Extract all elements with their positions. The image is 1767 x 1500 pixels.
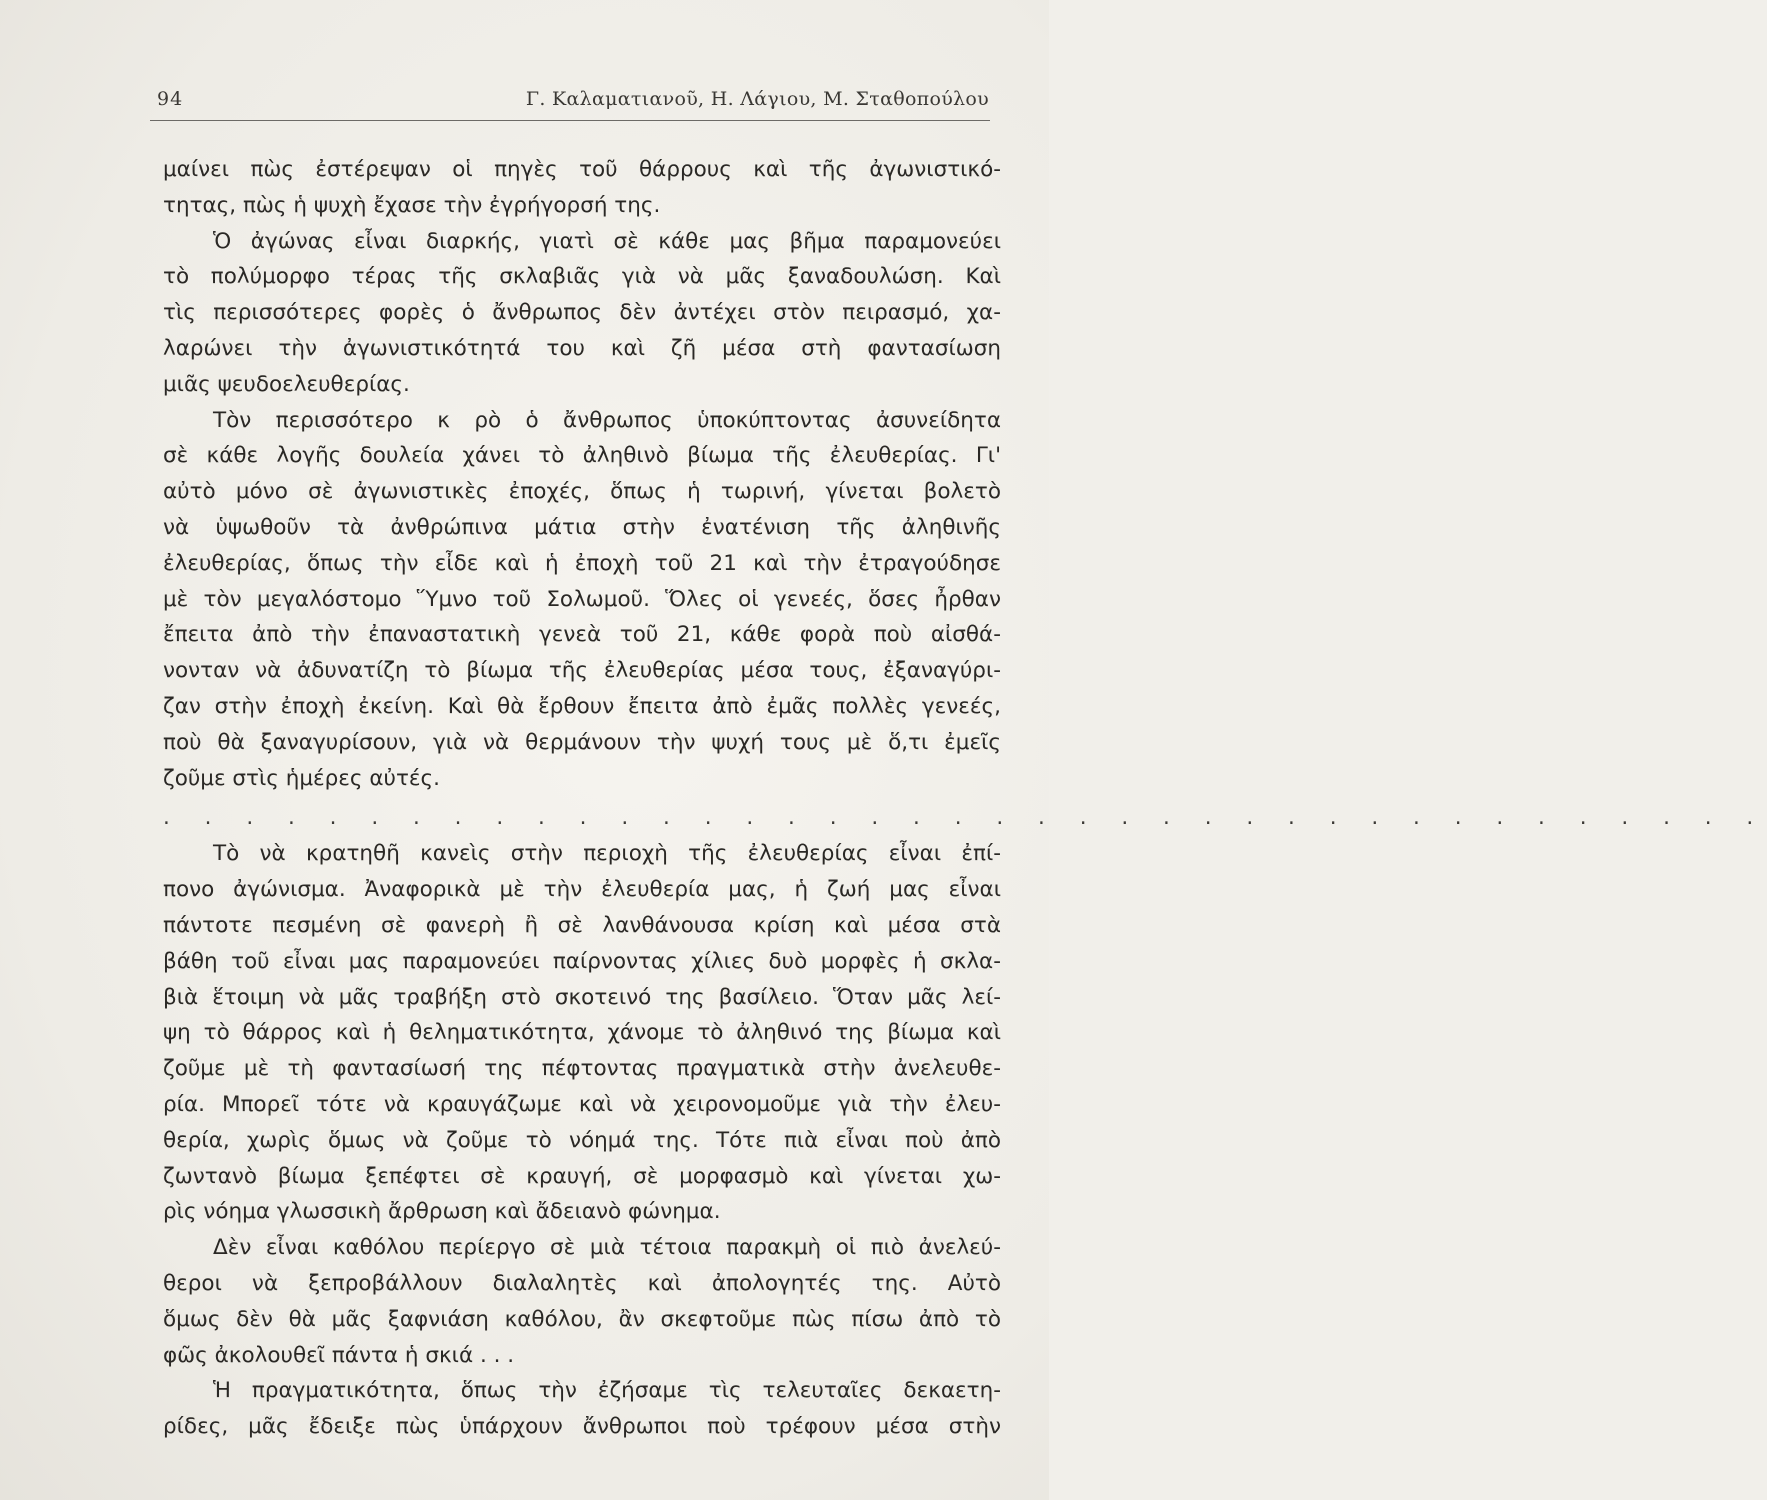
text-line: τητας, πὼς ἡ ψυχὴ ἔχασε τὴν ἐγρήγορσή της.	[163, 192, 661, 218]
text-line: νὰ ὑψωθοῦν τὰ ἀνθρώπινα μάτια στὴν ἐνατένιση τῆς ἀληθινῆς	[163, 514, 1001, 540]
text-line: Τὸ νὰ κρατηθῆ κανεὶς στὴν περιοχὴ τῆς ἐλευθερίας εἶναι ἐπί-	[213, 841, 1001, 867]
page-header	[157, 84, 989, 114]
header-rule	[150, 120, 990, 121]
text-line: ρίδες, μᾶς ἔδειξε πὼς ὑπάρχουν ἄνθρωποι ποὺ τρέφουν μέσα στὴν	[163, 1414, 1001, 1440]
text-line: αὐτὸ μόνο σὲ ἀγωνιστικὲς ἐποχές, ὅπως ἡ τωρινή, γίνεται βολετὸ	[163, 479, 1001, 505]
text-line: πονο ἀγώνισμα. Ἀναφορικὰ μὲ τὴν ἐλευθερία μας, ἡ ζωή μας εἶναι	[163, 877, 1001, 903]
text-line: μὲ τὸν μεγαλόστομο Ὕμνο τοῦ Σολωμοῦ. Ὅλες οἱ γενεές, ὅσες ἦρθαν	[163, 586, 1001, 612]
text-line: ρία. Μπορεῖ τότε νὰ κραυγάζωμε καὶ νὰ χειρονομοῦμε γιὰ τὴν ἐλευ-	[163, 1091, 1001, 1117]
text-line: μιᾶς ψευδοελευθερίας.	[163, 371, 410, 397]
text-line: Δὲν εἶναι καθόλου περίεργο σὲ μιὰ τέτοια παρακμὴ οἱ πιὸ ἀνελεύ-	[213, 1235, 1001, 1261]
running-title: Γ. Καλαματιανοῦ, Η. Λάγιου, Μ. Σταθοπούλου	[525, 88, 989, 110]
text-line: βάθη τοῦ εἶναι μας παραμονεύει παίρνοντας χίλιες δυὸ μορφὲς ἡ σκλα-	[163, 948, 1001, 974]
text-line: θεροι νὰ ξεπροβάλλουν διαλαλητὲς καὶ ἀπολογητές της. Αὐτὸ	[163, 1270, 1001, 1296]
text-line: ζοῦμε μὲ τὴ φαντασίωσή της πέφτοντας πραγματικὰ στὴν ἀνελευθε-	[163, 1056, 1001, 1082]
text-line: θερία, χωρὶς ὅμως νὰ ζοῦμε τὸ νόημά της. Τότε πιὰ εἶναι ποὺ ἀπὸ	[163, 1127, 1001, 1153]
text-line: ὅμως δὲν θὰ μᾶς ξαφνιάση καθόλου, ἂν σκεφτοῦμε πὼς πίσω ἀπὸ τὸ	[163, 1306, 1001, 1332]
body-text	[163, 152, 1767, 1445]
text-line: ποὺ θὰ ξαναγυρίσουν, γιὰ νὰ θερμάνουν τὴν ψυχή τους μὲ ὅ,τι ἐμεῖς	[163, 729, 1001, 755]
text-line: ἔπειτα ἀπὸ τὴν ἐπαναστατικὴ γενεὰ τοῦ 21, κάθε φορὰ ποὺ αἰσθά-	[163, 622, 1001, 648]
text-line: Ἡ πραγματικότητα, ὅπως τὴν ἐζήσαμε τὶς τελευταῖες δεκαετη-	[213, 1378, 1001, 1404]
text-line: σὲ κάθε λογῆς δουλεία χάνει τὸ ἀληθινὸ βίωμα τῆς ἐλευθερίας. Γι'	[163, 443, 1001, 469]
text-line: ρὶς νόημα γλωσσικὴ ἄρθρωση καὶ ἄδειανὸ φώνημα.	[163, 1199, 721, 1225]
text-line: ἐλευθερίας, ὅπως τὴν εἶδε καὶ ἡ ἐποχὴ τοῦ 21 καὶ τὴν ἐτραγούδησε	[163, 550, 1001, 576]
text-line: βιὰ ἕτοιμη νὰ μᾶς τραβήξη στὸ σκοτεινό της βασίλειο. Ὅταν μᾶς λεί-	[163, 984, 1001, 1010]
text-line: νονταν νὰ ἀδυνατίζη τὸ βίωμα τῆς ἐλευθερίας μέσα τους, ἐξαναγύρι-	[163, 658, 1001, 684]
text-line: πάντοτε πεσμένη σὲ φανερὴ ἢ σὲ λανθάνουσα κρίση καὶ μέσα στὰ	[163, 912, 1001, 938]
text-line: Ὁ ἀγώνας εἶναι διαρκής, γιατὶ σὲ κάθε μας βῆμα παραμονεύει	[213, 228, 1001, 254]
text-line: φῶς ἀκολουθεῖ πάντα ἡ σκιά . . .	[163, 1342, 515, 1368]
text-line: ζαν στὴν ἐποχὴ ἐκείνη. Καὶ θὰ ἔρθουν ἔπειτα ἀπὸ ἐμᾶς πολλὲς γενεές,	[163, 693, 1001, 719]
page-number: 94	[157, 88, 184, 110]
text-line: Τὸν περισσότερο κ ρὸ ὁ ἄνθρωπος ὑποκύπτοντας ἀσυνείδητα	[213, 407, 1001, 433]
text-line: λαρώνει τὴν ἀγωνιστικότητά του καὶ ζῆ μέσα στὴ φαντασίωση	[163, 335, 1001, 361]
text-line: τὶς περισσότερες φορὲς ὁ ἄνθρωπος δὲν ἀντέχει στὸν πειρασμό, χα-	[163, 300, 1001, 326]
text-line: ζωντανὸ βίωμα ξεπέφτει σὲ κραυγή, σὲ μορφασμὸ καὶ γίνεται χω-	[163, 1163, 1001, 1189]
text-line: ψη τὸ θάρρος καὶ ἡ θεληματικότητα, χάνομε τὸ ἀληθινό της βίωμα καὶ	[163, 1020, 1001, 1046]
text-line: ζοῦμε στὶς ἡμέρες αὐτές.	[163, 765, 441, 791]
section-break-dots: . . . . . . . . . . . . . . . . . . . . . . . . . . . . . . . . . . . . . . .	[163, 805, 1767, 831]
text-line: τὸ πολύμορφο τέρας τῆς σκλαβιᾶς γιὰ νὰ μᾶς ξαναδουλώση. Καὶ	[163, 264, 1001, 290]
text-line: μαίνει πὼς ἐστέρεψαν οἱ πηγὲς τοῦ θάρρους καὶ τῆς ἀγωνιστικό-	[163, 157, 1001, 182]
